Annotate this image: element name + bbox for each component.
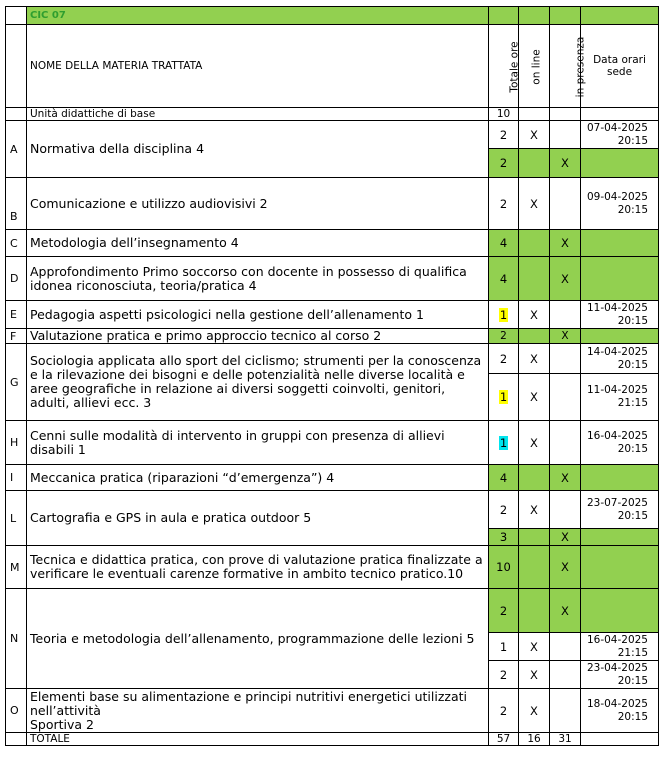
presence-mark: X: [550, 230, 581, 257]
hours-cell: 2: [489, 589, 519, 633]
hours-cell: 4: [489, 257, 519, 301]
table-row: [6, 689, 659, 733]
presence-header: in presenza: [550, 25, 581, 108]
presence-mark: X: [550, 329, 581, 344]
table-row: [6, 589, 659, 633]
online-mark: X: [519, 633, 550, 661]
presence-mark: X: [550, 257, 581, 301]
hours-cell: 2: [489, 491, 519, 529]
hours-cell: 1: [489, 374, 519, 421]
totals-label: TOTALE: [27, 733, 489, 746]
date-cell: 09-04-2025 20:15: [581, 178, 659, 230]
online-mark: X: [519, 344, 550, 374]
row-letter: A: [6, 121, 27, 178]
presence-mark: X: [550, 149, 581, 178]
date-cell: 16-04-2025 21:15: [581, 633, 659, 661]
row-letter: F: [6, 329, 27, 344]
subject-cell: Meccanica pratica (riparazioni “d’emergenza”) 4: [27, 465, 489, 491]
total-presence: 31: [550, 733, 581, 746]
subject-cell: Sociologia applicata allo sport del ciclismo; strumenti per la conoscenza e la rilevazione dei bisogni e delle potenzialità nelle diverse località e aree geografiche in relazione ai diversi soggetti coinvolti, genitori, adulti, allievi ecc. 3: [27, 344, 489, 421]
table-row: [6, 178, 659, 230]
presence-mark: X: [550, 589, 581, 633]
row-letter: D: [6, 257, 27, 301]
presence-mark: X: [550, 546, 581, 589]
row-letter: C: [6, 230, 27, 257]
row-letter: L: [6, 491, 27, 546]
total-hours-header: Totale ore: [489, 25, 519, 108]
date-header: Data orari sede: [581, 25, 659, 108]
hours-cell: 4: [489, 230, 519, 257]
header-row: [6, 25, 659, 108]
hours-cell: 2: [489, 661, 519, 689]
subject-cell: Teoria e metodologia dell’allenamento, programmazione delle lezioni 5: [27, 589, 489, 689]
units-row: [6, 108, 659, 121]
table-row: [6, 491, 659, 529]
online-mark: X: [519, 121, 550, 149]
subject-header: NOME DELLA MATERIA TRATTATA: [27, 25, 489, 108]
units-label: Unità didattiche di base: [27, 108, 489, 121]
subject-cell: Approfondimento Primo soccorso con docente in possesso di qualifica idonea riconosciuta, teoria/pratica 4: [27, 257, 489, 301]
row-letter: E: [6, 301, 27, 329]
subject-cell: Elementi base su alimentazione e principi nutritivi energetici utilizzati nell’attività Sportiva 2: [27, 689, 489, 733]
row-letter: O: [6, 689, 27, 733]
subject-cell: Comunicazione e utilizzo audiovisivi 2: [27, 178, 489, 230]
date-cell: 11-04-2025 21:15: [581, 374, 659, 421]
cic-code: CIC 07: [27, 7, 489, 25]
hours-cell: 3: [489, 529, 519, 546]
date-cell: 18-04-2025 20:15: [581, 689, 659, 733]
hours-cell: 2: [489, 121, 519, 149]
table-row: [6, 421, 659, 465]
units-hours: 10: [489, 108, 519, 121]
hours-cell: 1: [489, 633, 519, 661]
date-cell: 16-04-2025 20:15: [581, 421, 659, 465]
course-schedule-table: [5, 6, 659, 746]
online-mark: X: [519, 689, 550, 733]
hours-cell: 4: [489, 465, 519, 491]
presence-mark: X: [550, 465, 581, 491]
online-mark: X: [519, 421, 550, 465]
date-cell: 07-04-2025 20:15: [581, 121, 659, 149]
totals-row: [6, 733, 659, 746]
total-online: 16: [519, 733, 550, 746]
hours-cell: 2: [489, 149, 519, 178]
subject-cell: Pedagogia aspetti psicologici nella gestione dell’allenamento 1: [27, 301, 489, 329]
subject-cell: Metodologia dell’insegnamento 4: [27, 230, 489, 257]
table-row: [6, 465, 659, 491]
table-row: [6, 546, 659, 589]
table-row: [6, 301, 659, 329]
table-row: [6, 230, 659, 257]
hours-cell: 2: [489, 329, 519, 344]
presence-mark: X: [550, 529, 581, 546]
hours-cell: 2: [489, 689, 519, 733]
online-mark: X: [519, 301, 550, 329]
hours-cell: 2: [489, 178, 519, 230]
table-row: [6, 257, 659, 301]
hours-cell: 1: [489, 301, 519, 329]
date-cell: 23-07-2025 20:15: [581, 491, 659, 529]
online-mark: X: [519, 374, 550, 421]
total-hours: 57: [489, 733, 519, 746]
online-mark: X: [519, 491, 550, 529]
online-mark: X: [519, 178, 550, 230]
subject-cell: Cenni sulle modalità di intervento in gruppi con presenza di allievi disabili 1: [27, 421, 489, 465]
row-letter: B: [6, 178, 27, 230]
subject-cell: Cartografia e GPS in aula e pratica outdoor 5: [27, 491, 489, 546]
subject-cell: Normativa della disciplina 4: [27, 121, 489, 178]
table-row: [6, 329, 659, 344]
hours-cell: 2: [489, 344, 519, 374]
row-letter: N: [6, 589, 27, 689]
row-letter: G: [6, 344, 27, 421]
table-row: [6, 121, 659, 149]
online-mark: X: [519, 661, 550, 689]
online-header: on line: [519, 25, 550, 108]
date-cell: 23-04-2025 20:15: [581, 661, 659, 689]
row-letter: H: [6, 421, 27, 465]
hours-cell: 10: [489, 546, 519, 589]
row-letter: M: [6, 546, 27, 589]
table-row: [6, 344, 659, 374]
subject-cell: Tecnica e didattica pratica, con prove di valutazione pratica finalizzate a verificare le eventuali carenze formative in ambito tecnico pratico.10: [27, 546, 489, 589]
hours-cell: 1: [489, 421, 519, 465]
date-cell: 14-04-2025 20:15: [581, 344, 659, 374]
cic-row: [6, 7, 659, 25]
date-cell: 11-04-2025 20:15: [581, 301, 659, 329]
row-letter: I: [6, 465, 27, 491]
subject-cell: Valutazione pratica e primo approccio tecnico al corso 2: [27, 329, 489, 344]
